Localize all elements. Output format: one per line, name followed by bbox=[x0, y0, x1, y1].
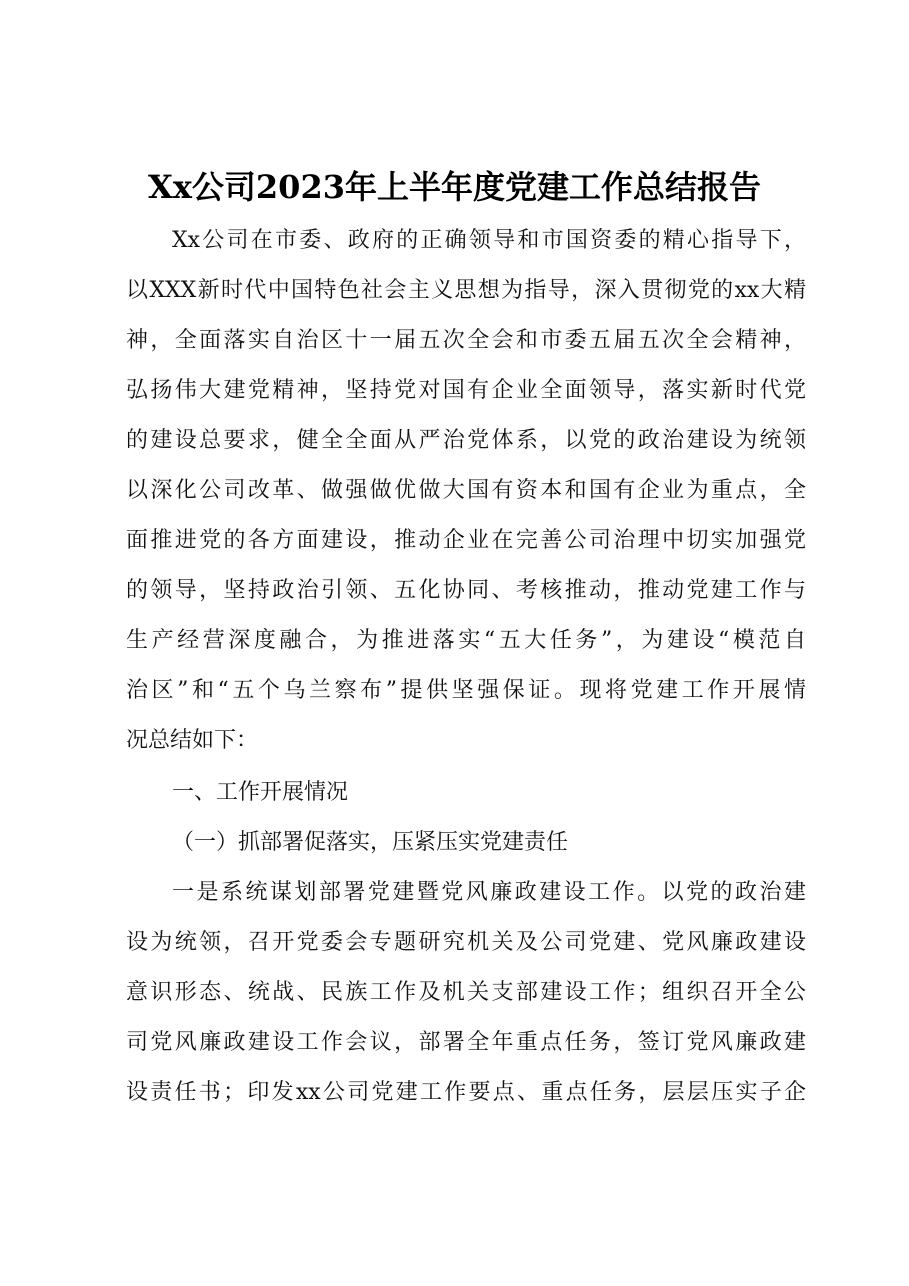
paragraph-line: 况总结如下： bbox=[126, 728, 259, 753]
paragraph-line: 的领导，坚持政治引领、五化协同、考核推动，推动党建工作与 bbox=[126, 578, 806, 603]
paragraph-line: 设责任书；印发xx公司党建工作要点、重点任务，层层压实子企 bbox=[126, 1080, 806, 1105]
paragraph-line: 神，全面落实自治区十一届五次全会和市委五届五次全会精神， bbox=[126, 328, 806, 353]
paragraph-line: 生产经营深度融合，为推进落实“五大任务”，为建设“模范自 bbox=[126, 628, 806, 653]
paragraph-line: 意识形态、统战、民族工作及机关支部建设工作；组织召开全公 bbox=[126, 980, 806, 1005]
paragraph-line: Xx公司在市委、政府的正确领导和市国资委的精心指导下， bbox=[172, 228, 806, 253]
paragraph-line: 一是系统谋划部署党建暨党风廉政建设工作。以党的政治建 bbox=[172, 880, 806, 905]
paragraph-line: 治区”和“五个乌兰察布”提供坚强保证。现将党建工作开展情 bbox=[126, 678, 806, 703]
paragraph-line: 的建设总要求，健全全面从严治党体系，以党的政治建设为统领 bbox=[126, 428, 806, 453]
paragraph-line: 面推进党的各方面建设，推动企业在完善公司治理中切实加强党 bbox=[126, 528, 806, 553]
paragraph-line: 以XXX新时代中国特色社会主义思想为指导，深入贯彻党的xx大精 bbox=[126, 278, 806, 303]
paragraph-line: 以深化公司改革、做强做优做大国有资本和国有企业为重点，全 bbox=[126, 478, 806, 503]
paragraph-line: 设为统领，召开党委会专题研究机关及公司党建、党风廉政建设 bbox=[126, 930, 806, 955]
section-heading: 一、工作开展情况 bbox=[172, 780, 349, 805]
document-title: Xx公司2023年上半年度党建工作总结报告 bbox=[148, 168, 761, 206]
subsection-heading: （一）抓部署促落实，压紧压实党建责任 bbox=[172, 830, 569, 855]
paragraph-line: 司党风廉政建设工作会议，部署全年重点任务，签订党风廉政建 bbox=[126, 1030, 806, 1055]
paragraph-line: 弘扬伟大建党精神，坚持党对国有企业全面领导，落实新时代党 bbox=[126, 378, 806, 403]
